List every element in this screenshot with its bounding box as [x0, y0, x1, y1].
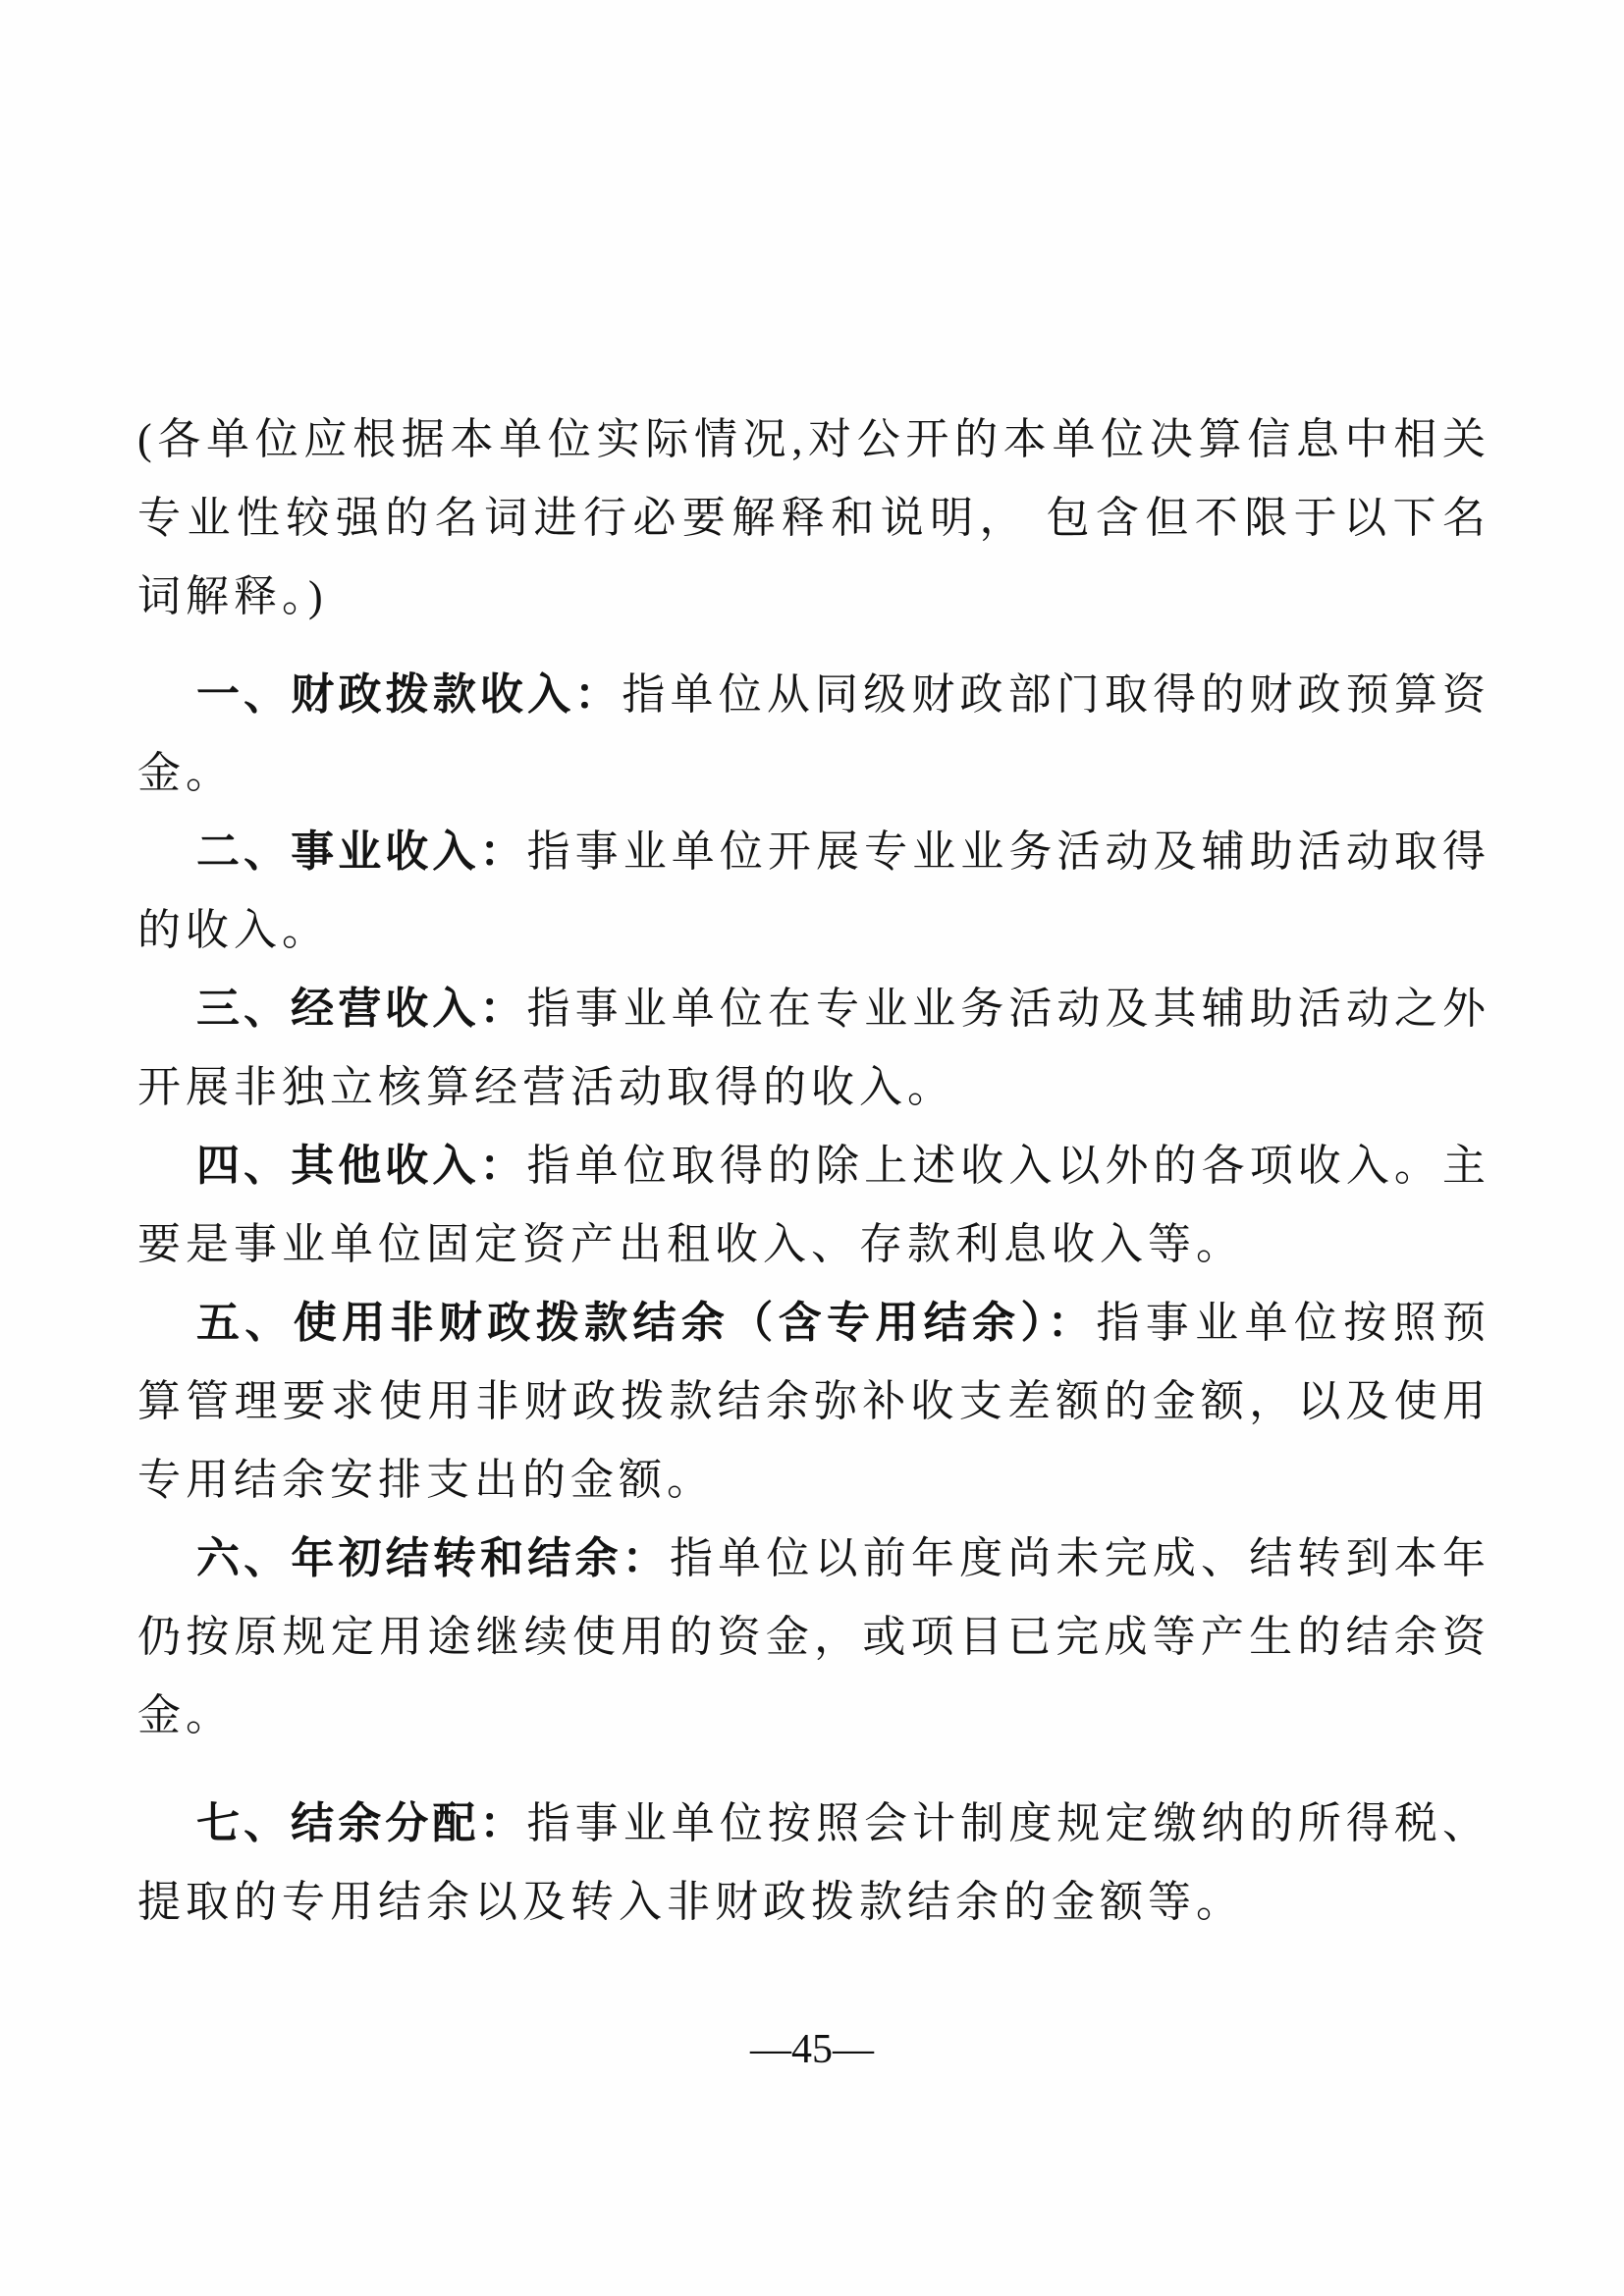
- definition-text: 指单位取得的除上述收入以外的各项收入。主要是事业单位固定资产出租收入、存款利息收入等。: [137, 1142, 1491, 1268]
- term-label: 四、其他收入：: [196, 1142, 527, 1190]
- term-label: 七、结余分配：: [196, 1799, 527, 1847]
- definition-text: 指单位从同级财政部门取得的财政预算资金。: [137, 670, 1491, 797]
- term-label: 二、事业收入：: [196, 828, 527, 876]
- intro-paragraph: [137, 400, 1490, 636]
- glossary-item: [137, 1785, 1490, 1942]
- definition-text: 指单位以前年度尚未完成、结转到本年仍按原规定用途继续使用的资金，或项目已完成等产生的结余资金。: [137, 1534, 1491, 1739]
- glossary-item: [137, 1284, 1490, 1520]
- glossary-item: [137, 1520, 1490, 1755]
- glossary-item: [137, 1127, 1490, 1284]
- page-number: —45—: [750, 2027, 874, 2072]
- glossary-item: [137, 656, 1490, 813]
- term-label: 三、经营收入：: [196, 985, 527, 1033]
- term-label: 五、使用非财政拨款结余（含专用结余）：: [196, 1299, 1097, 1347]
- definition-text: 指事业单位按照预算管理要求使用非财政拨款结余弥补收支差额的金额，以及使用专用结余安排支出的金额。: [137, 1299, 1491, 1504]
- term-label: 一、财政拨款收入：: [196, 670, 623, 719]
- definition-text: 指事业单位在专业业务活动及其辅助活动之外开展非独立核算经营活动取得的收入。: [137, 985, 1491, 1111]
- page-body-text: [137, 400, 1490, 1942]
- definition-text: 指事业单位开展专业业务活动及辅助活动取得的收入。: [137, 828, 1491, 954]
- definition-text: 指事业单位按照会计制度规定缴纳的所得税、提取的专用结余以及转入非财政拨款结余的金额等。: [137, 1799, 1491, 1926]
- intro-text: (各单位应根据本单位实际情况,对公开的本单位决算信息中相关专业性较强的名词进行必要解释和说明， 包含但不限于以下名词解释。): [137, 415, 1490, 620]
- glossary-item: [137, 970, 1490, 1127]
- term-label: 六、年初结转和结余：: [196, 1534, 670, 1582]
- glossary-item: [137, 813, 1490, 970]
